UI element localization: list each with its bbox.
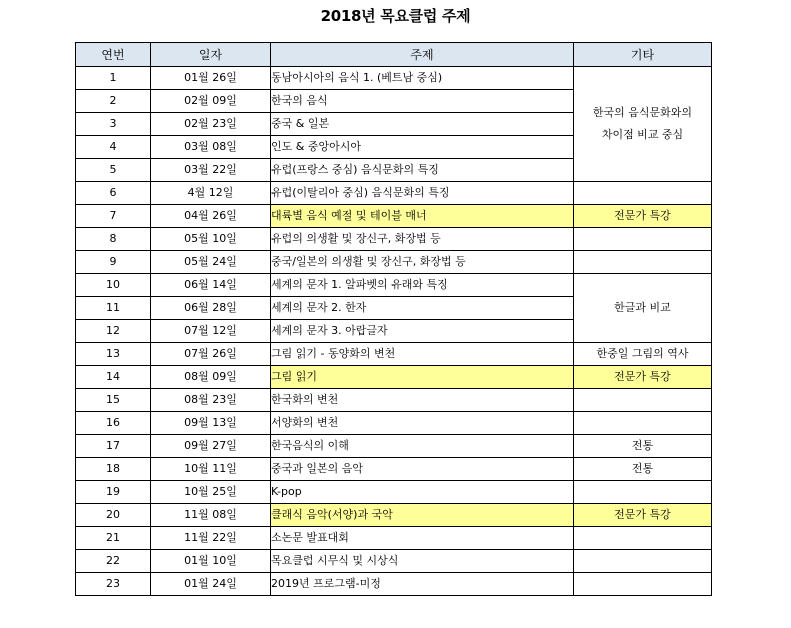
- row-number: 8: [76, 228, 151, 251]
- row-number: 15: [76, 389, 151, 412]
- row-topic: 2019년 프로그램-미정: [271, 573, 574, 596]
- table-row: [76, 182, 712, 205]
- row-date: 07월 26일: [151, 343, 271, 366]
- row-date: 11월 22일: [151, 527, 271, 550]
- row-topic: 한국음식의 이해: [271, 435, 574, 458]
- page-title: 2018년 목요클럽 주제: [320, 7, 471, 25]
- row-topic: K-pop: [271, 481, 574, 504]
- row-date: 01월 10일: [151, 550, 271, 573]
- row-date: 4월 12일: [151, 182, 271, 205]
- row-number: 19: [76, 481, 151, 504]
- row-note: [574, 182, 712, 205]
- row-topic: 중국 & 일본: [271, 113, 574, 136]
- row-topic: 인도 & 중앙아시아: [271, 136, 574, 159]
- row-note: 한중일 그림의 역사: [574, 343, 712, 366]
- row-topic: 동남아시아의 음식 1. (베트남 중심): [271, 67, 574, 90]
- row-topic: 세계의 문자 1. 알파벳의 유래와 특징: [271, 274, 574, 297]
- header-topic: 주제: [271, 43, 574, 67]
- row-topic: 대륙별 음식 예절 및 테이블 매너: [271, 205, 574, 228]
- row-note: [574, 527, 712, 550]
- note-line: 차이점 비교 중심: [601, 128, 684, 141]
- table-row: [76, 504, 712, 527]
- table-row: [76, 458, 712, 481]
- row-date: 03월 22일: [151, 159, 271, 182]
- row-number: 7: [76, 205, 151, 228]
- row-date: 08월 23일: [151, 389, 271, 412]
- row-number: 20: [76, 504, 151, 527]
- row-number: 6: [76, 182, 151, 205]
- row-number: 18: [76, 458, 151, 481]
- table-row: [76, 274, 712, 297]
- row-topic: 클래식 음악(서양)과 국악: [271, 504, 574, 527]
- row-note: [574, 412, 712, 435]
- table-row: [76, 481, 712, 504]
- row-note: [574, 228, 712, 251]
- row-date: 06월 14일: [151, 274, 271, 297]
- header-number: 연번: [76, 43, 151, 67]
- table-row: [76, 366, 712, 389]
- row-number: 2: [76, 90, 151, 113]
- row-number: 5: [76, 159, 151, 182]
- row-date: 07월 12일: [151, 320, 271, 343]
- note-line: 한국의 음식문화와의: [592, 106, 693, 119]
- table-row: [76, 251, 712, 274]
- row-topic: 유럽의 의생활 및 장신구, 화장법 등: [271, 228, 574, 251]
- row-date: 10월 25일: [151, 481, 271, 504]
- table-header-row: [76, 43, 712, 67]
- row-topic: 소논문 발표대회: [271, 527, 574, 550]
- row-note: 전통: [574, 435, 712, 458]
- row-note: 한글과 비교: [574, 274, 712, 343]
- row-topic: 유럽(이탈리아 중심) 음식문화의 특징: [271, 182, 574, 205]
- row-number: 14: [76, 366, 151, 389]
- table-row: [76, 573, 712, 596]
- row-topic: 그림 읽기 - 동양화의 변천: [271, 343, 574, 366]
- row-topic: 세계의 문자 3. 아랍글자: [271, 320, 574, 343]
- table-row: [76, 389, 712, 412]
- row-topic: 서양화의 변천: [271, 412, 574, 435]
- row-topic: 중국과 일본의 음악: [271, 458, 574, 481]
- row-date: 04월 26일: [151, 205, 271, 228]
- row-note: [574, 573, 712, 596]
- table-row: [76, 67, 712, 90]
- row-number: 16: [76, 412, 151, 435]
- row-date: 06월 28일: [151, 297, 271, 320]
- table-row: [76, 550, 712, 573]
- header-date: 일자: [151, 43, 271, 67]
- row-note: 전통: [574, 458, 712, 481]
- row-number: 21: [76, 527, 151, 550]
- row-date: 01월 24일: [151, 573, 271, 596]
- row-date: 09월 27일: [151, 435, 271, 458]
- header-note: 기타: [574, 43, 712, 67]
- row-topic: 그림 읽기: [271, 366, 574, 389]
- row-number: 1: [76, 67, 151, 90]
- row-date: 02월 23일: [151, 113, 271, 136]
- row-number: 10: [76, 274, 151, 297]
- row-topic: 중국/일본의 의생활 및 장신구, 화장법 등: [271, 251, 574, 274]
- row-number: 11: [76, 297, 151, 320]
- table-row: [76, 228, 712, 251]
- row-note: [574, 481, 712, 504]
- row-number: 9: [76, 251, 151, 274]
- row-date: 09월 13일: [151, 412, 271, 435]
- row-date: 05월 10일: [151, 228, 271, 251]
- row-note: 전문가 특강: [574, 205, 712, 228]
- row-note: [574, 251, 712, 274]
- row-number: 3: [76, 113, 151, 136]
- row-date: 11월 08일: [151, 504, 271, 527]
- row-date: 01월 26일: [151, 67, 271, 90]
- row-number: 13: [76, 343, 151, 366]
- row-number: 22: [76, 550, 151, 573]
- row-number: 4: [76, 136, 151, 159]
- table-row: [76, 435, 712, 458]
- row-date: 05월 24일: [151, 251, 271, 274]
- row-date: 10월 11일: [151, 458, 271, 481]
- row-date: 03월 08일: [151, 136, 271, 159]
- schedule-table: [75, 42, 712, 596]
- row-date: 02월 09일: [151, 90, 271, 113]
- row-number: 17: [76, 435, 151, 458]
- table-row: [76, 343, 712, 366]
- row-note: [574, 550, 712, 573]
- row-topic: 한국의 음식: [271, 90, 574, 113]
- row-note: 전문가 특강: [574, 504, 712, 527]
- row-number: 23: [76, 573, 151, 596]
- table-row: [76, 412, 712, 435]
- table-row: [76, 527, 712, 550]
- row-topic: 목요클럽 시무식 및 시상식: [271, 550, 574, 573]
- row-number: 12: [76, 320, 151, 343]
- row-topic: 한국화의 변천: [271, 389, 574, 412]
- row-date: 08월 09일: [151, 366, 271, 389]
- row-topic: 유럽(프랑스 중심) 음식문화의 특징: [271, 159, 574, 182]
- table-row: [76, 205, 712, 228]
- row-topic: 세계의 문자 2. 한자: [271, 297, 574, 320]
- row-note: 전문가 특강: [574, 366, 712, 389]
- row-note: [574, 389, 712, 412]
- row-note: [574, 67, 712, 182]
